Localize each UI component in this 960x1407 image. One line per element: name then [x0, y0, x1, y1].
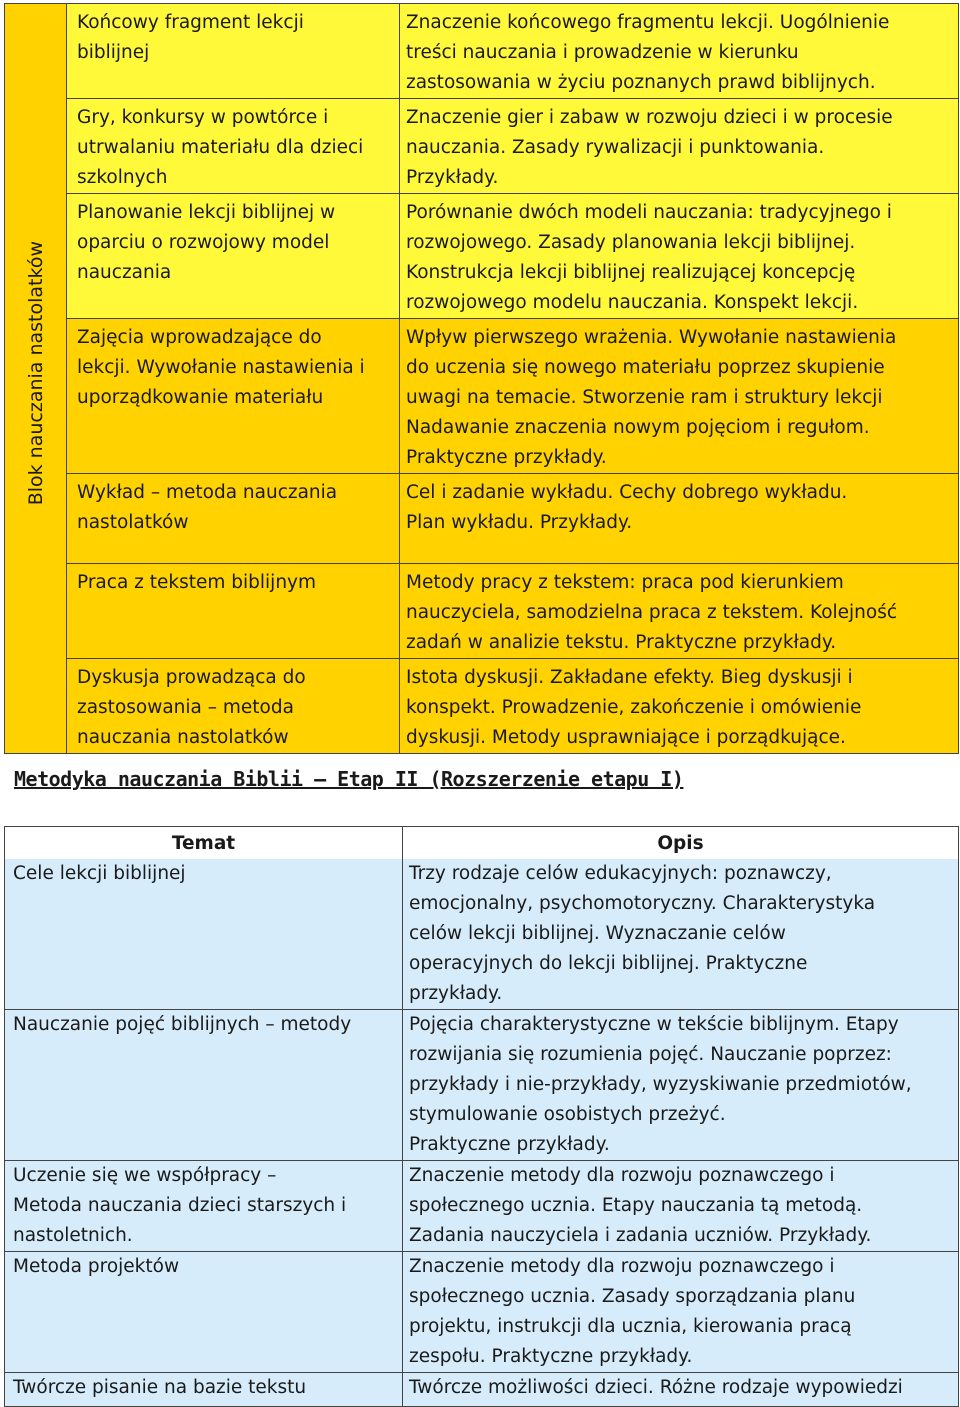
side-label-cell: [5, 4, 67, 754]
table-row: [5, 564, 959, 659]
topic-cell: Twórcze pisanie na bazie tekstu: [5, 1373, 403, 1407]
description-cell: Twórcze możliwości dzieci. Różne rodzaje wypowiedzi: [403, 1373, 959, 1407]
topic-cell: Praca z tekstem biblijnym: [67, 564, 400, 659]
table-row: [5, 859, 959, 1010]
table-row: [5, 1010, 959, 1161]
topic-cell: Planowanie lekcji biblijnej w oparciu o rozwojowy model nauczania: [67, 194, 400, 319]
description-cell: Znaczenie metody dla rozwoju poznawczego i społecznego ucznia. Zasady sporządzania planu projektu, instrukcji dla ucznia, kierowania pracą zespołu. Praktyczne przykłady.: [403, 1252, 959, 1373]
column-header-topic: Temat: [5, 827, 403, 860]
section-heading: Metodyka nauczania Biblii – Etap II (Rozszerzenie etapu I): [14, 767, 684, 791]
table-row: [5, 194, 959, 319]
topic-cell: Końcowy fragment lekcji biblijnej: [67, 4, 400, 99]
description-cell: Znaczenie gier i zabaw w rozwoju dzieci i w procesie nauczania. Zasady rywalizacji i punktowania. Przykłady.: [400, 99, 959, 194]
topic-cell: Wykład – metoda nauczania nastolatków: [67, 474, 400, 564]
description-cell: Znaczenie końcowego fragmentu lekcji. Uogólnienie treści nauczania i prowadzenie w kierunku zastosowania w życiu poznanych prawd biblijnych.: [400, 4, 959, 99]
table-row: [5, 4, 959, 99]
topic-cell: Zajęcia wprowadzające do lekcji. Wywołanie nastawienia i uporządkowanie materiału: [67, 319, 400, 474]
topic-cell: Gry, konkursy w powtórce i utrwalaniu materiału dla dzieci szkolnych: [67, 99, 400, 194]
description-cell: Istota dyskusji. Zakładane efekty. Bieg dyskusji i konspekt. Prowadzenie, zakończenie i omówienie dyskusji. Metody usprawniające i porządkujące.: [400, 659, 959, 754]
description-cell: Trzy rodzaje celów edukacyjnych: poznawczy, emocjonalny, psychomotoryczny. Charakterystyka celów lekcji biblijnej. Wyznaczanie celów operacyjnych do lekcji biblijnej. Praktyczne przykłady.: [403, 859, 959, 1010]
description-cell: Pojęcia charakterystyczne w tekście biblijnym. Etapy rozwijania się rozumienia pojęć. Nauczanie poprzez: przykłady i nie-przykłady, wyzyskiwanie przedmiotów, stymulowanie osobistych przeżyć. Praktyczne przykłady.: [403, 1010, 959, 1161]
description-cell: Cel i zadanie wykładu. Cechy dobrego wykładu. Plan wykładu. Przykłady.: [400, 474, 959, 564]
topic-cell: Cele lekcji biblijnej: [5, 859, 403, 1010]
table-row: [5, 99, 959, 194]
description-cell: Wpływ pierwszego wrażenia. Wywołanie nastawienia do uczenia się nowego materiału poprzez skupienie uwagi na temacie. Stworzenie ram i struktury lekcji Nadawanie znaczenia nowym pojęciom i regułom. Praktyczne przykłady.: [400, 319, 959, 474]
table-row: [5, 319, 959, 474]
topic-cell: Metoda projektów: [5, 1252, 403, 1373]
teen-teaching-table: [4, 3, 959, 754]
topic-cell: Uczenie się we współpracy – Metoda nauczania dzieci starszych i nastoletnich.: [5, 1161, 403, 1252]
stage-two-table: [4, 826, 959, 1407]
topic-cell: Dyskusja prowadząca do zastosowania – metoda nauczania nastolatków: [67, 659, 400, 754]
table-header-row: [5, 827, 959, 860]
column-header-description: Opis: [403, 827, 959, 860]
table-row: [5, 1161, 959, 1252]
topic-cell: Nauczanie pojęć biblijnych – metody: [5, 1010, 403, 1161]
table-row: [5, 474, 959, 564]
description-cell: Znaczenie metody dla rozwoju poznawczego i społecznego ucznia. Etapy nauczania tą metodą. Zadania nauczyciela i zadania uczniów. Przykłady.: [403, 1161, 959, 1252]
description-cell: Metody pracy z tekstem: praca pod kierunkiem nauczyciela, samodzielna praca z tekstem. Kolejność zadań w analizie tekstu. Praktyczne przykłady.: [400, 564, 959, 659]
table-row: [5, 659, 959, 754]
side-label: Blok nauczania nastolatków: [24, 241, 47, 506]
table-row: [5, 1252, 959, 1373]
description-cell: Porównanie dwóch modeli nauczania: tradycyjnego i rozwojowego. Zasady planowania lekcji biblijnej. Konstrukcja lekcji biblijnej realizującej koncepcję rozwojowego modelu nauczania. Konspekt lekcji.: [400, 194, 959, 319]
table-row: [5, 1373, 959, 1407]
